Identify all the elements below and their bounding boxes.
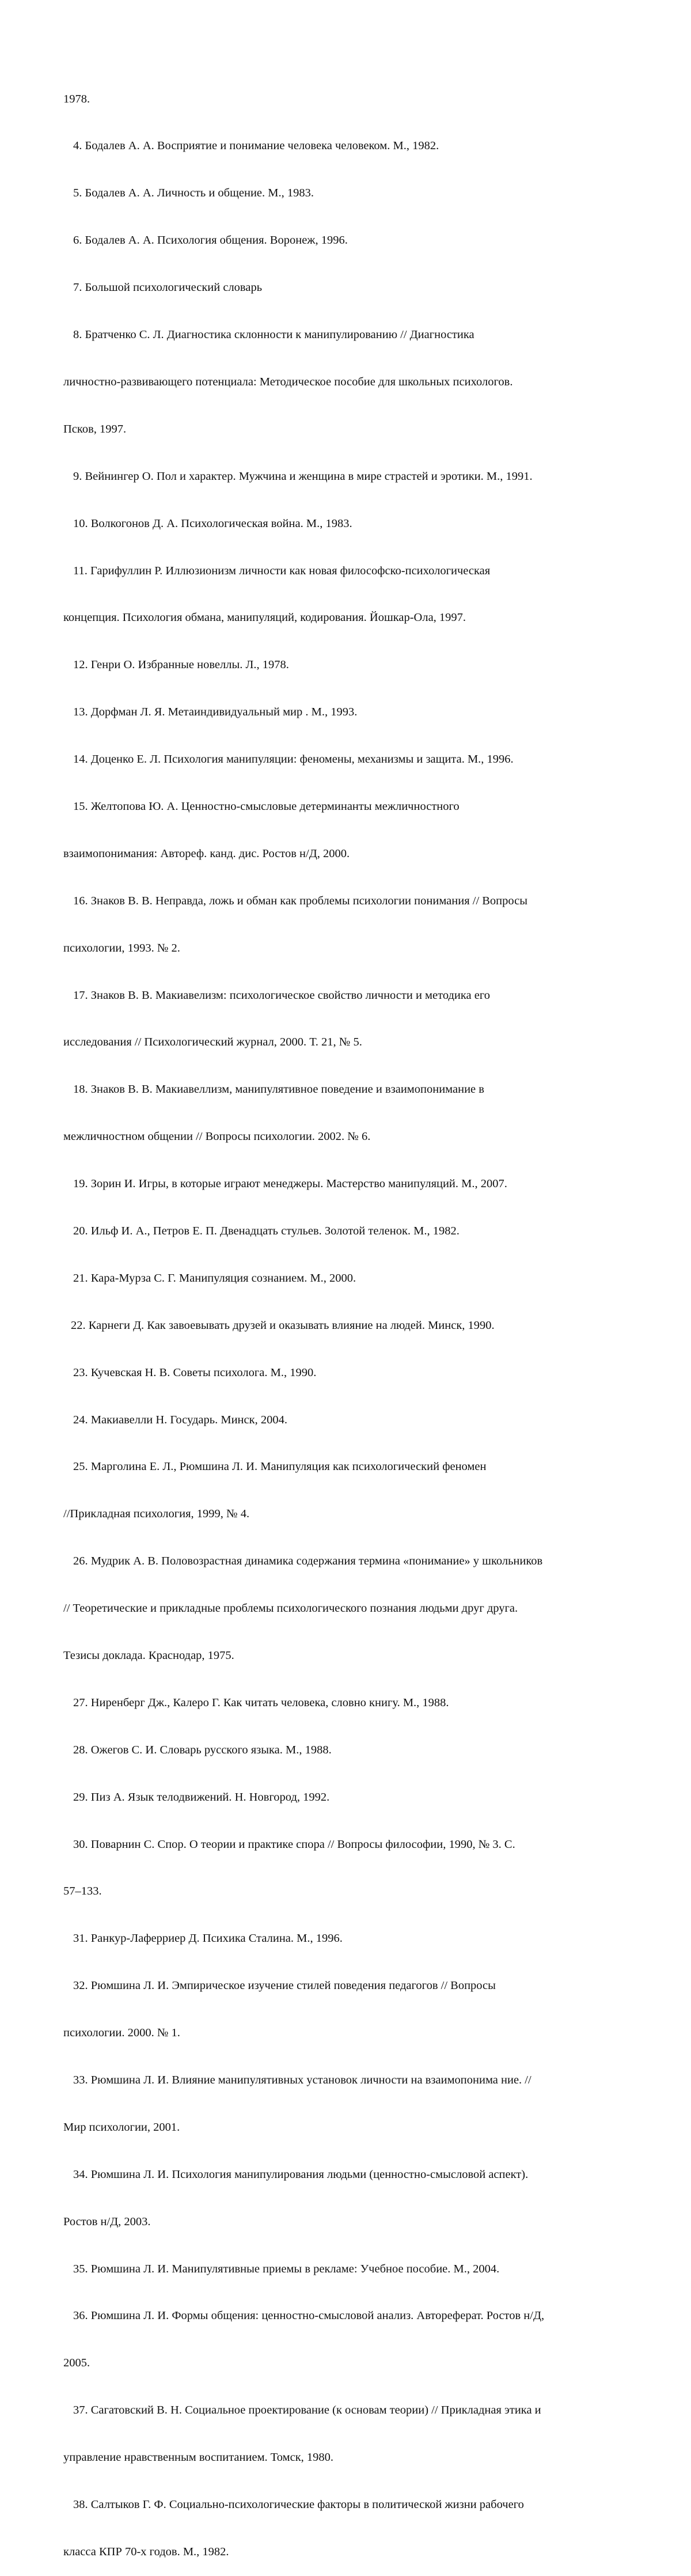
bib-line: взаимопонимания: Автореф. канд. дис. Ростов н/Д, 2000. <box>63 846 651 862</box>
bib-line: 14. Доценко Е. Л. Психология манипуляции: феномены, механизмы и защита. М., 1996. <box>63 752 651 767</box>
bib-line: 7. Большой психологический словарь <box>63 280 651 296</box>
bib-line: 27. Ниренберг Дж., Калеро Г. Как читать человека, словно книгу. М., 1988. <box>63 1695 651 1711</box>
bib-line: //Прикладная психология, 1999, № 4. <box>63 1506 651 1522</box>
bib-line: // Теоретические и прикладные проблемы психологического познания людьми друг друга. <box>63 1601 651 1616</box>
bib-line: 19. Зорин И. Игры, в которые играют менеджеры. Мастерство манипуляций. М., 2007. <box>63 1176 651 1192</box>
bib-line: 37. Сагатовский В. Н. Социальное проектирование (к основам теории) // Прикладная этика и <box>63 2403 651 2418</box>
bib-line: 10. Волкогонов Д. А. Психологическая война. М., 1983. <box>63 516 651 532</box>
bib-line: 25. Марголина Е. Л., Рюмшина Л. И. Манипуляция как психологический феномен <box>63 1459 651 1475</box>
bib-line: 22. Карнеги Д. Как завоевывать друзей и оказывать влияние на людей. Минск, 1990. <box>63 1318 651 1334</box>
bib-line: 20. Ильф И. А., Петров Е. П. Двенадцать стульев. Золотой теленок. М., 1982. <box>63 1223 651 1239</box>
bib-line: 32. Рюмшина Л. И. Эмпирическое изучение стилей поведения педагогов // Вопросы <box>63 1978 651 1994</box>
bib-line: исследования // Психологический журнал, 2000. Т. 21, № 5. <box>63 1035 651 1050</box>
bib-line: 36. Рюмшина Л. И. Формы общения: ценностно-смысловой анализ. Автореферат. Ростов н/Д, <box>63 2308 651 2324</box>
bib-line: 33. Рюмшина Л. И. Влияние манипулятивных установок личности на взаимопонима ние. // <box>63 2073 651 2088</box>
bib-line: 11. Гарифуллин Р. Иллюзионизм личности как новая философско-психологическая <box>63 563 651 579</box>
bib-line: Мир психологии, 2001. <box>63 2120 651 2135</box>
bib-line: психологии, 1993. № 2. <box>63 941 651 956</box>
bib-line: управление нравственным воспитанием. Томск, 1980. <box>63 2450 651 2465</box>
bib-line: 35. Рюмшина Л. И. Манипулятивные приемы в рекламе: Учебное пособие. М., 2004. <box>63 2261 651 2277</box>
bib-line: 23. Кучевская Н. В. Советы психолога. М., 1990. <box>63 1365 651 1381</box>
bib-line: 9. Вейнингер О. Пол и характер. Мужчина и женщина в мире страстей и эротики. М., 1991. <box>63 469 651 484</box>
bib-line: 4. Бодалев А. А. Восприятие и понимание человека человеком. М., 1982. <box>63 138 651 154</box>
bib-line: 34. Рюмшина Л. И. Психология манипулирования людьми (ценностно-смысловой аспект). <box>63 2167 651 2183</box>
bib-line: межличностном общении // Вопросы психологии. 2002. № 6. <box>63 1129 651 1145</box>
bib-line: 8. Братченко С. Л. Диагностика склонности к манипулированию // Диагностика <box>63 327 651 343</box>
bib-line: 24. Макиавелли Н. Государь. Минск, 2004. <box>63 1412 651 1428</box>
bib-line: психологии. 2000. № 1. <box>63 2025 651 2041</box>
bib-line: 28. Ожегов С. И. Словарь русского языка. М., 1988. <box>63 1742 651 1758</box>
bib-line: 29. Пиз А. Язык телодвижений. Н. Новгород, 1992. <box>63 1790 651 1805</box>
bib-line: класса КПР 70-х годов. М., 1982. <box>63 2544 651 2560</box>
bib-line: 1978. <box>63 92 651 107</box>
bib-line: 15. Желтопова Ю. А. Ценностно-смысловые детерминанты межличностного <box>63 799 651 815</box>
bib-line: 38. Салтыков Г. Ф. Социально-психологические факторы в политической жизни рабочего <box>63 2497 651 2513</box>
bib-line: 18. Знаков В. В. Макиавеллизм, манипулятивное поведение и взаимопонимание в <box>63 1082 651 1097</box>
bib-line: 16. Знаков В. В. Неправда, ложь и обман как проблемы психологии понимания // Вопросы <box>63 893 651 909</box>
bib-line: 21. Кара-Мурза С. Г. Манипуляция сознанием. М., 2000. <box>63 1271 651 1286</box>
bibliography-page <box>63 60 651 2576</box>
bib-line: Ростов н/Д, 2003. <box>63 2214 651 2230</box>
bib-line: концепция. Психология обмана, манипуляций, кодирования. Йошкар-Ола, 1997. <box>63 610 651 626</box>
bib-line: 31. Ранкур-Лаферриер Д. Психика Сталина. М., 1996. <box>63 1931 651 1946</box>
bib-line: 26. Мудрик А. В. Половозрастная динамика содержания термина «понимание» у школьников <box>63 1554 651 1569</box>
bib-line: Псков, 1997. <box>63 422 651 437</box>
bib-line: 2005. <box>63 2355 651 2371</box>
bib-line: 57–133. <box>63 1884 651 1899</box>
bib-line: 30. Поварнин С. Спор. О теории и практике спора // Вопросы философии, 1990, № 3. С. <box>63 1837 651 1853</box>
bib-line: Тезисы доклада. Краснодар, 1975. <box>63 1648 651 1664</box>
bib-line: личностно-развивающего потенциала: Методическое пособие для школьных психологов. <box>63 374 651 390</box>
bib-line: 13. Дорфман Л. Я. Метаиндивидуальный мир . М., 1993. <box>63 704 651 720</box>
bib-line: 6. Бодалев А. А. Психология общения. Воронеж, 1996. <box>63 233 651 248</box>
bib-line: 5. Бодалев А. А. Личность и общение. М., 1983. <box>63 185 651 201</box>
bib-line: 12. Генри О. Избранные новеллы. Л., 1978. <box>63 657 651 673</box>
bib-line: 17. Знаков В. В. Макиавелизм: психологическое свойство личности и методика его <box>63 988 651 1003</box>
